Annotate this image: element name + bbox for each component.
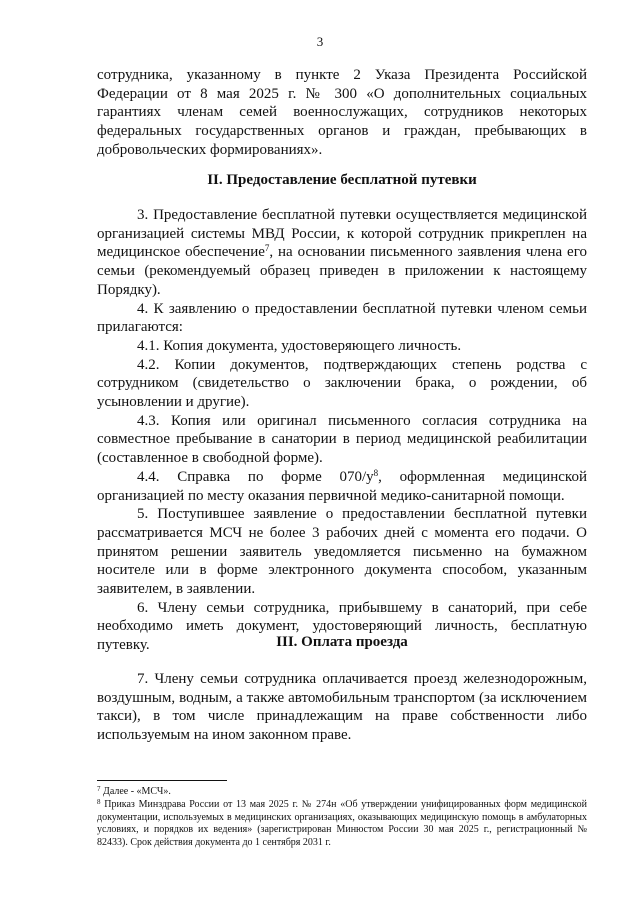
paragraph-4-4-text-a: 4.4. Справка по форме 070/у [137, 468, 374, 485]
section-2-heading: II. Предоставление бесплатной путевки [207, 172, 477, 188]
footnote-ref-8: 8 [373, 467, 379, 478]
paragraph-4-2: 4.2. Копии документов, подтверждающих степень родства с сотрудником (свидетельство о заключении брака, о рождении, об усыновлении и другие). [97, 356, 587, 411]
paragraph-3-text-b: , на основании письменного заявления члена его семьи (рекомендуемый образец приведен в приложении к настоящему Порядку). [97, 244, 587, 298]
paragraph-6: 6. Члену семьи сотрудника, прибывшему в санаторий, при себе необходимо иметь документ, удостоверяющий личность, бесплатную путевку. [97, 599, 587, 654]
paragraph-3 [97, 206, 587, 300]
paragraph-4-4 [97, 468, 587, 505]
footnote-ref-7: 7 [264, 243, 270, 254]
intro-paragraph-block [97, 66, 587, 160]
paragraph-4-4-text-b: , оформленная медицинской организацией по месту оказания первичной медико-санитарной помощи. [97, 468, 587, 504]
footnote-8-text: Приказ Минздрава России от 13 мая 2025 г. № 274н «Об утверждении унифицированных форм медицинской документации, используемых в медицинских организациях, оказывающих медицинскую помощь в амбулаторных условиях, и порядков их ведения» (зарегистрирован Минюстом России 30 мая 2025 г., регистрационный № 82433). Срок действия документа до 1 сентября 2031 г. [97, 798, 587, 849]
paragraph-5: 5. Поступившее заявление о предоставлении бесплатной путевки рассматривается МСЧ не более 3 рабочих дней с момента его подачи. О принятом решении заявитель уведомляется письменно на бумажном носителе или в форме электронного документа способом, указанным заявителем, в заявлении. [97, 506, 587, 598]
paragraph-7: 7. Члену семьи сотрудника оплачивается проезд железнодорожным, воздушным, водным, а также автомобильным транспортом (за исключением такси), в том числе принадлежащим на праве собственности либо используемым на ином законном праве. [97, 671, 587, 744]
paragraph-4: 4. К заявлению о предоставлении бесплатной путевки членом семьи прилагаются: [97, 300, 587, 336]
paragraph-4-1: 4.1. Копия документа, удостоверяющего личность. [137, 337, 462, 354]
section-3-body [97, 670, 587, 745]
paragraph-4-3: 4.3. Копия или оригинал письменного согласия сотрудника на совместное пребывание в санатории в период медицинской реабилитации (составленное в свободной форме). [97, 412, 587, 467]
footnote-7-text: Далее - «МСЧ». [100, 786, 171, 797]
intro-paragraph: сотрудника, указанному в пункте 2 Указа Президента Российской Федерации от 8 мая 2025 г. № 300 «О дополнительных социальных гарантиях членам семей военнослужащих, сотрудников некоторых федеральных государственных органов и граждан, пребывающих в добровольческих формированиях». [97, 67, 587, 158]
paragraph-3-text-a: 3. Предоставление бесплатной путевки осуществляется медицинской организацией системы МВД России, к которой сотрудник прикреплен на медицинское обеспечение [97, 207, 587, 261]
footnote-7 [97, 786, 587, 799]
footnote-separator [97, 780, 227, 781]
footnote-7-marker: 7 [97, 785, 101, 793]
footnote-8 [97, 799, 587, 850]
footnote-8-marker: 8 [97, 797, 101, 806]
page-number: 3 [316, 34, 324, 49]
section-3-heading: III. Оплата проезда [276, 634, 408, 650]
footnotes [97, 786, 587, 850]
section-2-body [97, 206, 587, 655]
